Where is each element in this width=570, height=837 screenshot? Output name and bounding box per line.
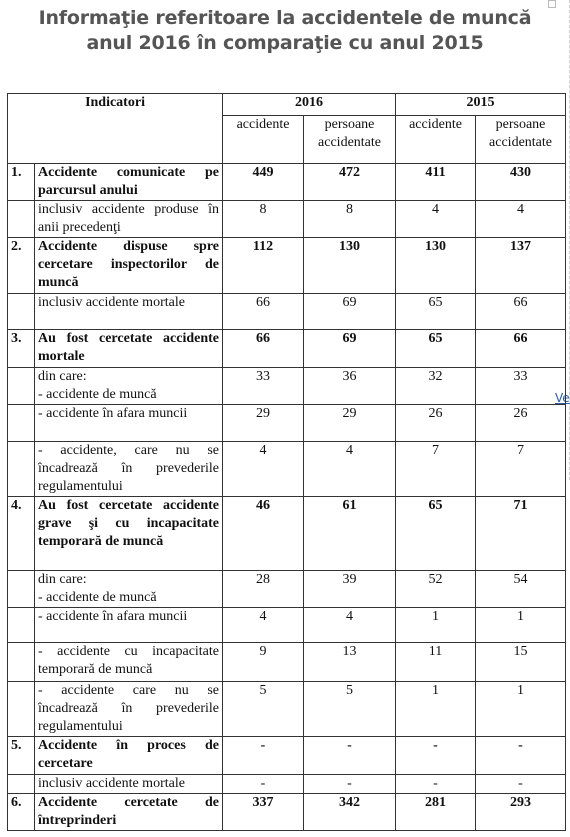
value-2015-persons: 1 <box>476 608 566 643</box>
row-number: 3. <box>8 330 35 368</box>
table-row <box>8 794 566 831</box>
value-2015-accidents: 7 <box>396 442 476 497</box>
value-2015-persons: 7 <box>476 442 566 497</box>
value-2015-accidents: - <box>396 775 476 794</box>
value-2015-persons: - <box>476 737 566 775</box>
table-row <box>8 238 566 294</box>
row-number <box>8 643 35 682</box>
value-2016-persons: 130 <box>304 238 396 294</box>
page-title <box>0 6 570 56</box>
row-indicator-label: din care: - accidente de muncă <box>35 571 223 608</box>
value-2016-accidents: 112 <box>223 238 304 294</box>
row-indicator-label: din care: - accidente de muncă <box>35 368 223 405</box>
value-2016-accidents: 4 <box>223 442 304 497</box>
value-2016-persons: 5 <box>304 682 396 737</box>
value-2015-persons: 33 <box>476 368 566 405</box>
row-indicator-label: - accidente în afara muncii <box>35 608 223 643</box>
value-2016-accidents: 5 <box>223 682 304 737</box>
row-indicator-label: Accidente cercetate de întreprinderi <box>35 794 223 831</box>
header-year-2015: 2015 <box>396 94 566 116</box>
row-number: 6. <box>8 794 35 831</box>
value-2015-persons: 71 <box>476 497 566 571</box>
value-2016-accidents: - <box>223 775 304 794</box>
value-2016-accidents: 46 <box>223 497 304 571</box>
header-2015-persons: persoane accidentate <box>476 116 566 164</box>
value-2016-persons: 39 <box>304 571 396 608</box>
row-number <box>8 682 35 737</box>
row-indicator-label: Accidente dispuse spre cercetare inspectorilor de muncă <box>35 238 223 294</box>
header-2016-persons: persoane accidentate <box>304 116 396 164</box>
value-2015-accidents: 65 <box>396 294 476 330</box>
row-indicator-label: Accidente comunicate pe parcursul anului <box>35 164 223 201</box>
table-row <box>8 682 566 737</box>
value-2016-persons: 69 <box>304 294 396 330</box>
title-line-1: Informaţie referitoare la accidentele de muncă <box>38 7 532 29</box>
row-indicator-label: - accidente cu incapacitate temporară de muncă <box>35 643 223 682</box>
row-number <box>8 294 35 330</box>
value-2016-accidents: - <box>223 737 304 775</box>
row-indicator-label: Au fost cercetate accidente grave şi cu incapacitate temporară de muncă <box>35 497 223 571</box>
value-2016-accidents: 337 <box>223 794 304 831</box>
value-2015-accidents: 1 <box>396 682 476 737</box>
value-2015-accidents: 32 <box>396 368 476 405</box>
header-row-years <box>8 94 566 116</box>
row-number: 1. <box>8 164 35 201</box>
value-2015-persons: 26 <box>476 405 566 442</box>
value-2016-persons: - <box>304 737 396 775</box>
value-2016-persons: 342 <box>304 794 396 831</box>
value-2016-accidents: 29 <box>223 405 304 442</box>
value-2016-accidents: 28 <box>223 571 304 608</box>
row-number <box>8 608 35 643</box>
row-number: 5. <box>8 737 35 775</box>
row-number <box>8 442 35 497</box>
value-2016-persons: 69 <box>304 330 396 368</box>
row-number: 2. <box>8 238 35 294</box>
value-2016-persons: 4 <box>304 608 396 643</box>
value-2015-accidents: 1 <box>396 608 476 643</box>
side-link[interactable]: Ve <box>555 391 570 405</box>
row-number <box>8 571 35 608</box>
header-2015-accidents: accidente <box>396 116 476 164</box>
row-indicator-label: - accidente care nu se încadrează în prevederile regulamentului <box>35 682 223 737</box>
row-indicator-label: inclusiv accidente produse în anii precedenţi <box>35 201 223 238</box>
value-2015-persons: 66 <box>476 294 566 330</box>
table-row <box>8 608 566 643</box>
table-row <box>8 201 566 238</box>
table-row <box>8 294 566 330</box>
row-indicator-label: inclusiv accidente mortale <box>35 294 223 330</box>
row-number: 4. <box>8 497 35 571</box>
value-2015-accidents: 281 <box>396 794 476 831</box>
table-row <box>8 405 566 442</box>
value-2016-persons: 29 <box>304 405 396 442</box>
row-indicator-label: - accidente, care nu se încadrează în prevederile regulamentului <box>35 442 223 497</box>
header-2016-accidents: accidente <box>223 116 304 164</box>
value-2016-persons: 4 <box>304 442 396 497</box>
value-2016-persons: 61 <box>304 497 396 571</box>
value-2016-accidents: 449 <box>223 164 304 201</box>
row-number <box>8 775 35 794</box>
value-2015-persons: 66 <box>476 330 566 368</box>
value-2015-accidents: 65 <box>396 330 476 368</box>
table-row <box>8 164 566 201</box>
table-row <box>8 368 566 405</box>
value-2016-accidents: 66 <box>223 330 304 368</box>
value-2015-persons: 137 <box>476 238 566 294</box>
value-2015-persons: 4 <box>476 201 566 238</box>
row-number <box>8 368 35 405</box>
header-year-2016: 2016 <box>223 94 396 116</box>
value-2016-accidents: 33 <box>223 368 304 405</box>
row-number <box>8 405 35 442</box>
row-indicator-label: Accidente în proces de cercetare <box>35 737 223 775</box>
row-indicator-label: inclusiv accidente mortale <box>35 775 223 794</box>
value-2015-accidents: 11 <box>396 643 476 682</box>
table-row <box>8 775 566 794</box>
value-2015-accidents: 65 <box>396 497 476 571</box>
table-row <box>8 571 566 608</box>
value-2015-accidents: 52 <box>396 571 476 608</box>
value-2015-persons: 54 <box>476 571 566 608</box>
value-2016-persons: - <box>304 775 396 794</box>
table-row <box>8 497 566 571</box>
value-2015-accidents: 130 <box>396 238 476 294</box>
value-2016-accidents: 9 <box>223 643 304 682</box>
value-2016-accidents: 4 <box>223 608 304 643</box>
value-2016-persons: 8 <box>304 201 396 238</box>
value-2016-persons: 13 <box>304 643 396 682</box>
value-2015-persons: 430 <box>476 164 566 201</box>
value-2015-persons: 1 <box>476 682 566 737</box>
value-2016-accidents: 66 <box>223 294 304 330</box>
value-2015-persons: 15 <box>476 643 566 682</box>
value-2015-persons: 293 <box>476 794 566 831</box>
value-2015-accidents: 4 <box>396 201 476 238</box>
value-2015-accidents: - <box>396 737 476 775</box>
table-body <box>8 164 566 831</box>
row-indicator-label: - accidente în afara muncii <box>35 405 223 442</box>
row-number <box>8 201 35 238</box>
value-2016-accidents: 8 <box>223 201 304 238</box>
value-2016-persons: 472 <box>304 164 396 201</box>
value-2015-persons: - <box>476 775 566 794</box>
title-line-2: anul 2016 în comparaţie cu anul 2015 <box>86 32 484 54</box>
value-2015-accidents: 411 <box>396 164 476 201</box>
table-row <box>8 737 566 775</box>
table-row <box>8 330 566 368</box>
table-row <box>8 442 566 497</box>
value-2015-accidents: 26 <box>396 405 476 442</box>
value-2016-persons: 36 <box>304 368 396 405</box>
header-indicators: Indicatori <box>8 94 223 164</box>
accidents-table <box>7 93 566 831</box>
table-row <box>8 643 566 682</box>
row-indicator-label: Au fost cercetate accidente mortale <box>35 330 223 368</box>
